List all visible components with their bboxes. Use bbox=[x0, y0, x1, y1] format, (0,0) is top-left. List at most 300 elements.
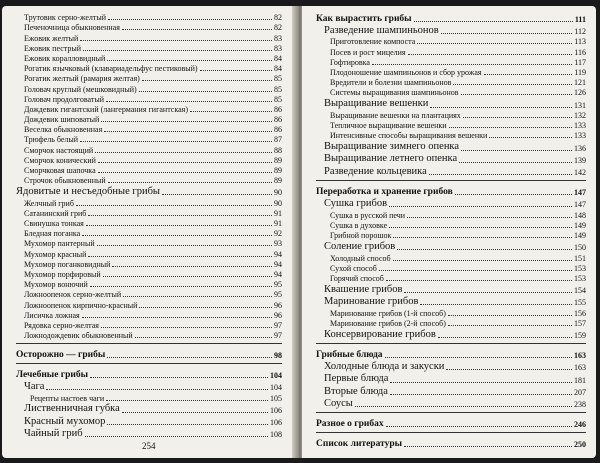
dot-leader bbox=[107, 357, 272, 358]
dot-leader bbox=[390, 382, 572, 383]
toc-entry[interactable] bbox=[16, 165, 282, 175]
toc-entry[interactable] bbox=[16, 269, 282, 279]
dot-leader bbox=[86, 225, 272, 226]
toc-entry-page: 94 bbox=[274, 249, 282, 259]
toc-entry[interactable] bbox=[316, 397, 586, 409]
toc-entry-page: 132 bbox=[574, 110, 586, 120]
dot-leader bbox=[162, 194, 272, 195]
dot-leader bbox=[449, 127, 572, 128]
toc-entry-title: Маринование грибов (1-й способ) bbox=[330, 308, 446, 318]
toc-entry-title: Рецепты настоев чаги bbox=[30, 393, 105, 403]
toc-entry-page: 149 bbox=[574, 220, 586, 230]
toc-entry-page: 157 bbox=[574, 318, 586, 328]
dot-leader bbox=[82, 317, 272, 318]
toc-entry-page: 113 bbox=[574, 37, 586, 47]
toc-entry-title: Выращивание вешенки на плантациях bbox=[330, 110, 461, 120]
toc-entry[interactable] bbox=[316, 230, 586, 240]
section-divider bbox=[316, 412, 586, 413]
toc-entry-page: 84 bbox=[274, 53, 282, 63]
toc-entry-title: Сморчок конический bbox=[24, 155, 96, 165]
toc-entry-page: 93 bbox=[274, 239, 282, 249]
toc-entry[interactable] bbox=[16, 124, 282, 134]
dot-leader bbox=[122, 29, 272, 30]
toc-entry[interactable] bbox=[16, 427, 282, 439]
toc-entry-title: Трюфель белый bbox=[24, 135, 79, 145]
toc-entry-page: 147 bbox=[574, 200, 586, 210]
toc-entry[interactable] bbox=[316, 140, 586, 152]
toc-entry[interactable] bbox=[16, 63, 282, 73]
dot-leader bbox=[106, 101, 272, 102]
toc-left bbox=[16, 12, 282, 439]
toc-entry-title: Выращивание зимнего опенка bbox=[324, 141, 460, 153]
toc-entry-page: 106 bbox=[270, 405, 282, 415]
toc-entry[interactable] bbox=[16, 32, 282, 42]
dot-leader bbox=[446, 369, 572, 370]
dot-leader bbox=[393, 260, 572, 261]
toc-entry-title: Осторожно — грибы bbox=[16, 349, 106, 360]
toc-entry-title: Грибной порошок bbox=[330, 231, 392, 241]
section-divider bbox=[16, 363, 282, 364]
toc-entry-page: 97 bbox=[274, 331, 282, 341]
toc-entry-page: 85 bbox=[274, 94, 282, 104]
section-divider bbox=[316, 432, 586, 433]
toc-entry-page: 156 bbox=[574, 308, 586, 318]
toc-entry-title: Приготовление компоста bbox=[330, 37, 416, 47]
dot-leader bbox=[441, 33, 573, 34]
toc-entry-title: Вторые блюда bbox=[324, 385, 388, 397]
dot-leader bbox=[484, 74, 573, 75]
toc-entry-page: 117 bbox=[574, 57, 586, 67]
dot-leader bbox=[88, 256, 272, 257]
dot-leader bbox=[385, 357, 572, 358]
dot-leader bbox=[80, 141, 272, 142]
toc-entry-page: 139 bbox=[574, 155, 586, 165]
toc-entry[interactable] bbox=[16, 380, 282, 392]
toc-entry[interactable] bbox=[316, 110, 586, 120]
dot-leader bbox=[107, 60, 272, 61]
toc-entry-page: 159 bbox=[574, 331, 586, 341]
toc-entry-page: 89 bbox=[274, 176, 282, 186]
dot-leader bbox=[459, 162, 572, 163]
toc-entry[interactable] bbox=[16, 185, 282, 197]
toc-entry-page: 154 bbox=[574, 286, 586, 296]
dot-leader bbox=[420, 304, 572, 305]
toc-entry-page: 133 bbox=[574, 121, 586, 131]
dot-leader bbox=[429, 174, 572, 175]
toc-entry-title: Выращивание вешенки bbox=[324, 98, 429, 110]
dot-leader bbox=[448, 315, 572, 316]
toc-entry[interactable] bbox=[16, 218, 282, 228]
toc-entry[interactable] bbox=[316, 307, 586, 317]
toc-entry-page: 85 bbox=[274, 84, 282, 94]
dot-leader bbox=[97, 245, 272, 246]
toc-entry-page: 95 bbox=[274, 280, 282, 290]
section-divider bbox=[16, 343, 282, 344]
left-page bbox=[2, 6, 298, 458]
toc-entry[interactable] bbox=[316, 87, 586, 97]
toc-section[interactable] bbox=[316, 185, 586, 197]
toc-entry[interactable] bbox=[16, 330, 282, 340]
toc-entry[interactable] bbox=[316, 36, 586, 46]
dot-leader bbox=[463, 117, 572, 118]
toc-entry[interactable] bbox=[16, 94, 282, 104]
toc-entry-title: Трутовик серно-желтый bbox=[24, 13, 107, 23]
toc-entry-title: Мухомор поганковидный bbox=[24, 259, 111, 269]
toc-right bbox=[316, 12, 586, 449]
toc-entry-title: Сухой способ bbox=[330, 263, 377, 273]
toc-section[interactable] bbox=[316, 417, 586, 429]
toc-entry[interactable] bbox=[316, 240, 586, 252]
toc-entry-page: 207 bbox=[574, 388, 586, 398]
dot-leader bbox=[461, 150, 572, 151]
toc-entry-title: Соление грибов bbox=[324, 240, 396, 252]
toc-entry-page: 112 bbox=[574, 27, 586, 37]
dot-leader bbox=[88, 215, 272, 216]
toc-entry-title: Вредители и болезни шампиньонов bbox=[330, 78, 452, 88]
toc-entry-title: Маринование грибов bbox=[324, 295, 419, 307]
toc-entry-title: Квашение грибов bbox=[324, 283, 403, 295]
toc-entry[interactable] bbox=[316, 385, 586, 397]
toc-entry-page: 97 bbox=[274, 320, 282, 330]
dot-leader bbox=[438, 337, 572, 338]
toc-entry-title: Плодоношение шампиньонов и сбор урожая bbox=[330, 68, 482, 78]
toc-entry-page: 85 bbox=[274, 74, 282, 84]
toc-entry-title: Головач продолговатый bbox=[24, 94, 104, 104]
toc-entry[interactable] bbox=[316, 273, 586, 283]
toc-entry[interactable] bbox=[316, 46, 586, 56]
toc-entry-page: 153 bbox=[574, 273, 586, 283]
page-number: 254 bbox=[142, 441, 156, 451]
dot-leader bbox=[76, 205, 272, 206]
dot-leader bbox=[46, 389, 268, 390]
toc-entry-page: 96 bbox=[274, 310, 282, 320]
toc-entry[interactable] bbox=[316, 24, 586, 36]
toc-section[interactable] bbox=[316, 348, 586, 360]
toc-entry[interactable] bbox=[316, 120, 586, 130]
dot-leader bbox=[104, 131, 272, 132]
toc-entry[interactable] bbox=[16, 259, 282, 269]
toc-entry-title: Разное о грибах bbox=[316, 418, 384, 429]
toc-entry-title: Сморчковая шапочка bbox=[24, 166, 96, 175]
section-divider bbox=[316, 180, 586, 181]
toc-entry[interactable] bbox=[16, 104, 282, 114]
toc-entry-title: Лечебные грибы bbox=[16, 369, 89, 380]
dot-leader bbox=[448, 325, 572, 326]
toc-entry-page: 106 bbox=[270, 418, 282, 428]
toc-entry-title: Лиственничная губка bbox=[24, 403, 120, 415]
dot-leader bbox=[98, 172, 272, 173]
toc-entry-title: Мухомор красный bbox=[24, 249, 87, 259]
toc-entry-title: Горячий способ bbox=[330, 273, 384, 283]
toc-entry-title: Ежовик желтый bbox=[24, 33, 79, 43]
toc-entry-title: Ежовик пестрый bbox=[24, 43, 81, 53]
dot-leader bbox=[95, 152, 272, 153]
toc-entry-title: Дождевик гигантский (лангермания гигантская) bbox=[24, 104, 188, 114]
toc-entry[interactable] bbox=[16, 155, 282, 165]
toc-entry[interactable] bbox=[16, 43, 282, 53]
toc-entry[interactable] bbox=[316, 97, 586, 109]
toc-entry-title: Дождевик шиповатый bbox=[24, 115, 100, 125]
dot-leader bbox=[390, 394, 572, 395]
toc-entry-page: 91 bbox=[274, 219, 282, 229]
toc-entry-page: 163 bbox=[574, 363, 586, 373]
toc-section[interactable] bbox=[316, 12, 586, 24]
toc-entry-page: 83 bbox=[274, 33, 282, 43]
dot-leader bbox=[389, 227, 572, 228]
dot-leader bbox=[139, 91, 272, 92]
toc-entry-title: Бледная поганка bbox=[24, 229, 81, 239]
toc-entry[interactable] bbox=[16, 53, 282, 63]
toc-entry[interactable] bbox=[16, 73, 282, 83]
toc-entry[interactable] bbox=[16, 228, 282, 238]
toc-entry-page: 238 bbox=[574, 400, 586, 410]
toc-entry-page: 84 bbox=[274, 64, 282, 74]
toc-entry[interactable] bbox=[16, 392, 282, 402]
toc-entry-page: 82 bbox=[274, 13, 282, 23]
toc-entry-page: 153 bbox=[574, 263, 586, 273]
toc-entry-page: 147 bbox=[574, 188, 586, 198]
toc-entry-title: Рядовка серно-желтая bbox=[24, 320, 99, 330]
toc-entry-page: 148 bbox=[574, 210, 586, 220]
dot-leader bbox=[404, 446, 572, 447]
dot-leader bbox=[112, 266, 272, 267]
toc-entry[interactable] bbox=[316, 153, 586, 165]
toc-entry-title: Сморчок настоящий bbox=[24, 145, 94, 155]
toc-entry-title: Гофтировка bbox=[330, 57, 370, 67]
toc-section[interactable] bbox=[16, 348, 282, 360]
dot-leader bbox=[430, 107, 572, 108]
toc-entry-page: 116 bbox=[574, 47, 586, 57]
toc-entry[interactable] bbox=[316, 220, 586, 230]
dot-leader bbox=[98, 162, 272, 163]
dot-leader bbox=[386, 426, 572, 427]
dot-leader bbox=[355, 406, 572, 407]
toc-entry-title: Первые блюда bbox=[324, 373, 389, 385]
toc-entry-page: 104 bbox=[270, 383, 282, 393]
dot-leader bbox=[108, 19, 272, 20]
dot-leader bbox=[83, 50, 272, 51]
dot-leader bbox=[107, 424, 268, 425]
toc-entry[interactable] bbox=[16, 310, 282, 320]
toc-entry[interactable] bbox=[16, 175, 282, 185]
toc-entry[interactable] bbox=[316, 67, 586, 77]
toc-entry-page: 86 bbox=[274, 104, 282, 114]
toc-entry-title: Выращивание летнего опенка bbox=[324, 153, 458, 165]
toc-entry-title: Рогатик язычковый (клавариадельфус пестиковый) bbox=[24, 64, 198, 74]
toc-section[interactable] bbox=[316, 437, 586, 449]
toc-entry[interactable] bbox=[316, 77, 586, 87]
toc-entry-title: Соусы bbox=[324, 397, 353, 409]
dot-leader bbox=[101, 121, 272, 122]
dot-leader bbox=[142, 80, 272, 81]
toc-entry[interactable] bbox=[316, 57, 586, 67]
dot-leader bbox=[85, 436, 268, 437]
toc-entry-title: Мухомор порфировый bbox=[24, 269, 101, 279]
toc-entry[interactable] bbox=[316, 197, 586, 209]
dot-leader bbox=[103, 276, 272, 277]
toc-entry-title: Маринование грибов (2-й способ) bbox=[330, 318, 446, 328]
toc-entry[interactable] bbox=[316, 372, 586, 384]
toc-entry-page: 119 bbox=[574, 68, 586, 78]
dot-leader bbox=[453, 84, 572, 85]
toc-entry-page: 83 bbox=[274, 43, 282, 53]
dot-leader bbox=[408, 54, 573, 55]
dot-leader bbox=[135, 337, 272, 338]
dot-leader bbox=[393, 237, 572, 238]
toc-entry[interactable] bbox=[16, 197, 282, 207]
dot-leader bbox=[190, 111, 272, 112]
toc-entry-page: 94 bbox=[274, 269, 282, 279]
dot-leader bbox=[417, 43, 572, 44]
toc-entry[interactable] bbox=[16, 320, 282, 330]
toc-entry[interactable] bbox=[16, 144, 282, 154]
toc-entry-title: Чага bbox=[24, 380, 45, 392]
right-page bbox=[302, 6, 596, 458]
dot-leader bbox=[200, 70, 272, 71]
toc-entry-page: 133 bbox=[574, 131, 586, 141]
dot-leader bbox=[123, 296, 272, 297]
toc-entry-page: 88 bbox=[274, 145, 282, 155]
toc-entry-title: Желчный гриб bbox=[24, 198, 74, 208]
dot-leader bbox=[389, 206, 572, 207]
toc-entry[interactable] bbox=[316, 318, 586, 328]
toc-entry-title: Переработка и хранение грибов bbox=[316, 186, 453, 197]
toc-entry-page: 92 bbox=[274, 229, 282, 239]
toc-entry-page: 121 bbox=[574, 78, 586, 88]
toc-entry[interactable] bbox=[16, 22, 282, 32]
toc-entry-page: 149 bbox=[574, 231, 586, 241]
toc-entry[interactable] bbox=[316, 252, 586, 262]
toc-entry[interactable] bbox=[16, 403, 282, 415]
toc-entry-title: Грибные блюда bbox=[316, 349, 383, 360]
dot-leader bbox=[404, 292, 572, 293]
toc-entry-title: Головач круглый (мешковидный) bbox=[24, 84, 137, 94]
dot-leader bbox=[455, 194, 572, 195]
toc-entry-page: 136 bbox=[574, 143, 586, 153]
toc-entry-page: 87 bbox=[274, 135, 282, 145]
toc-entry[interactable] bbox=[16, 83, 282, 93]
toc-entry-title: Сушка в русской печи bbox=[330, 210, 406, 220]
dot-leader bbox=[108, 182, 272, 183]
toc-entry-title: Консервирование грибов bbox=[324, 328, 436, 340]
toc-entry-title: Красный мухомор bbox=[24, 415, 106, 427]
toc-entry[interactable] bbox=[16, 415, 282, 427]
dot-leader bbox=[80, 40, 272, 41]
toc-entry-title: Как вырастить грибы bbox=[316, 13, 412, 24]
toc-entry[interactable] bbox=[16, 114, 282, 124]
toc-entry-page: 90 bbox=[274, 198, 282, 208]
toc-entry-title: Мухомор пантерный bbox=[24, 239, 95, 249]
dot-leader bbox=[379, 270, 572, 271]
toc-entry-page: 91 bbox=[274, 208, 282, 218]
toc-entry-page: 86 bbox=[274, 125, 282, 135]
dot-leader bbox=[90, 286, 272, 287]
toc-entry[interactable] bbox=[16, 248, 282, 258]
toc-entry-title: Лисичка ложная bbox=[24, 310, 80, 320]
toc-entry-page: 111 bbox=[574, 15, 586, 24]
section-divider bbox=[316, 343, 586, 344]
toc-entry-page: 98 bbox=[274, 351, 282, 361]
toc-entry-title: Разведение шампиньонов bbox=[324, 24, 439, 36]
toc-entry-page: 105 bbox=[270, 393, 282, 403]
toc-entry[interactable] bbox=[316, 295, 586, 307]
dot-leader bbox=[106, 400, 268, 401]
toc-entry-page: 250 bbox=[574, 440, 586, 450]
toc-entry[interactable] bbox=[16, 238, 282, 248]
toc-entry[interactable] bbox=[316, 263, 586, 273]
toc-entry-page: 155 bbox=[574, 298, 586, 308]
toc-entry-page: 151 bbox=[574, 253, 586, 263]
toc-entry-page: 181 bbox=[574, 375, 586, 385]
toc-entry-page: 94 bbox=[274, 259, 282, 269]
toc-entry[interactable] bbox=[16, 299, 282, 309]
toc-entry-title: Сушка грибов bbox=[324, 197, 388, 209]
dot-leader bbox=[414, 21, 573, 22]
dot-leader bbox=[139, 307, 272, 308]
toc-entry[interactable] bbox=[16, 208, 282, 218]
dot-leader bbox=[82, 235, 272, 236]
dot-leader bbox=[489, 137, 572, 138]
toc-entry[interactable] bbox=[316, 209, 586, 219]
toc-entry[interactable] bbox=[316, 130, 586, 140]
toc-entry-page: 89 bbox=[274, 166, 282, 175]
toc-entry-title: Ядовитые и несъедобные грибы bbox=[16, 185, 160, 197]
dot-leader bbox=[407, 217, 572, 218]
toc-entry[interactable] bbox=[316, 360, 586, 372]
toc-section[interactable] bbox=[16, 368, 282, 380]
dot-leader bbox=[397, 249, 572, 250]
toc-entry-title: Интенсивные способы выращивания вешенки bbox=[330, 131, 488, 141]
toc-entry-page: 108 bbox=[270, 430, 282, 440]
toc-entry-title: Ежовик коралловидный bbox=[24, 53, 106, 63]
dot-leader bbox=[386, 280, 572, 281]
toc-entry-title: Сатанинский гриб bbox=[24, 208, 87, 218]
toc-entry-page: 95 bbox=[274, 290, 282, 300]
toc-entry-page: 131 bbox=[574, 100, 586, 110]
toc-entry[interactable] bbox=[316, 328, 586, 340]
toc-entry-page: 150 bbox=[574, 243, 586, 253]
toc-entry-page: 126 bbox=[574, 88, 586, 98]
toc-entry-title: Ложноопенок кирпично-красный bbox=[24, 300, 138, 310]
toc-entry[interactable] bbox=[16, 134, 282, 144]
toc-entry-page: 90 bbox=[274, 188, 282, 198]
toc-entry-title: Системы выращивания шампиньонов bbox=[330, 88, 459, 98]
toc-entry-title: Печеночница обыкновенная bbox=[24, 23, 120, 33]
toc-entry[interactable] bbox=[16, 279, 282, 289]
toc-entry[interactable] bbox=[16, 289, 282, 299]
toc-entry-page: 104 bbox=[270, 371, 282, 381]
toc-entry[interactable] bbox=[16, 12, 282, 22]
toc-entry-page: 246 bbox=[574, 420, 586, 430]
toc-entry-title: Список литературы bbox=[316, 438, 403, 449]
toc-entry-title: Мухомор вонючий bbox=[24, 280, 88, 290]
toc-entry-page: 89 bbox=[274, 155, 282, 165]
dot-leader bbox=[122, 412, 268, 413]
toc-entry[interactable] bbox=[316, 283, 586, 295]
toc-entry-page: 96 bbox=[274, 300, 282, 310]
toc-entry-title: Сушка в духовке bbox=[330, 220, 388, 230]
toc-entry-title: Ложнодождевик обыкновенный bbox=[24, 331, 133, 341]
toc-entry-page: 82 bbox=[274, 23, 282, 33]
toc-entry-page: 142 bbox=[574, 168, 586, 178]
toc-entry-title: Рогатик желтый (рамария желтая) bbox=[24, 74, 140, 84]
toc-entry-title: Чайный гриб bbox=[24, 427, 83, 439]
dot-leader bbox=[101, 327, 272, 328]
toc-entry-title: Строчок обыкновенный bbox=[24, 176, 106, 186]
toc-entry[interactable] bbox=[316, 165, 586, 177]
toc-entry-page: 163 bbox=[574, 351, 586, 361]
dot-leader bbox=[372, 64, 572, 65]
